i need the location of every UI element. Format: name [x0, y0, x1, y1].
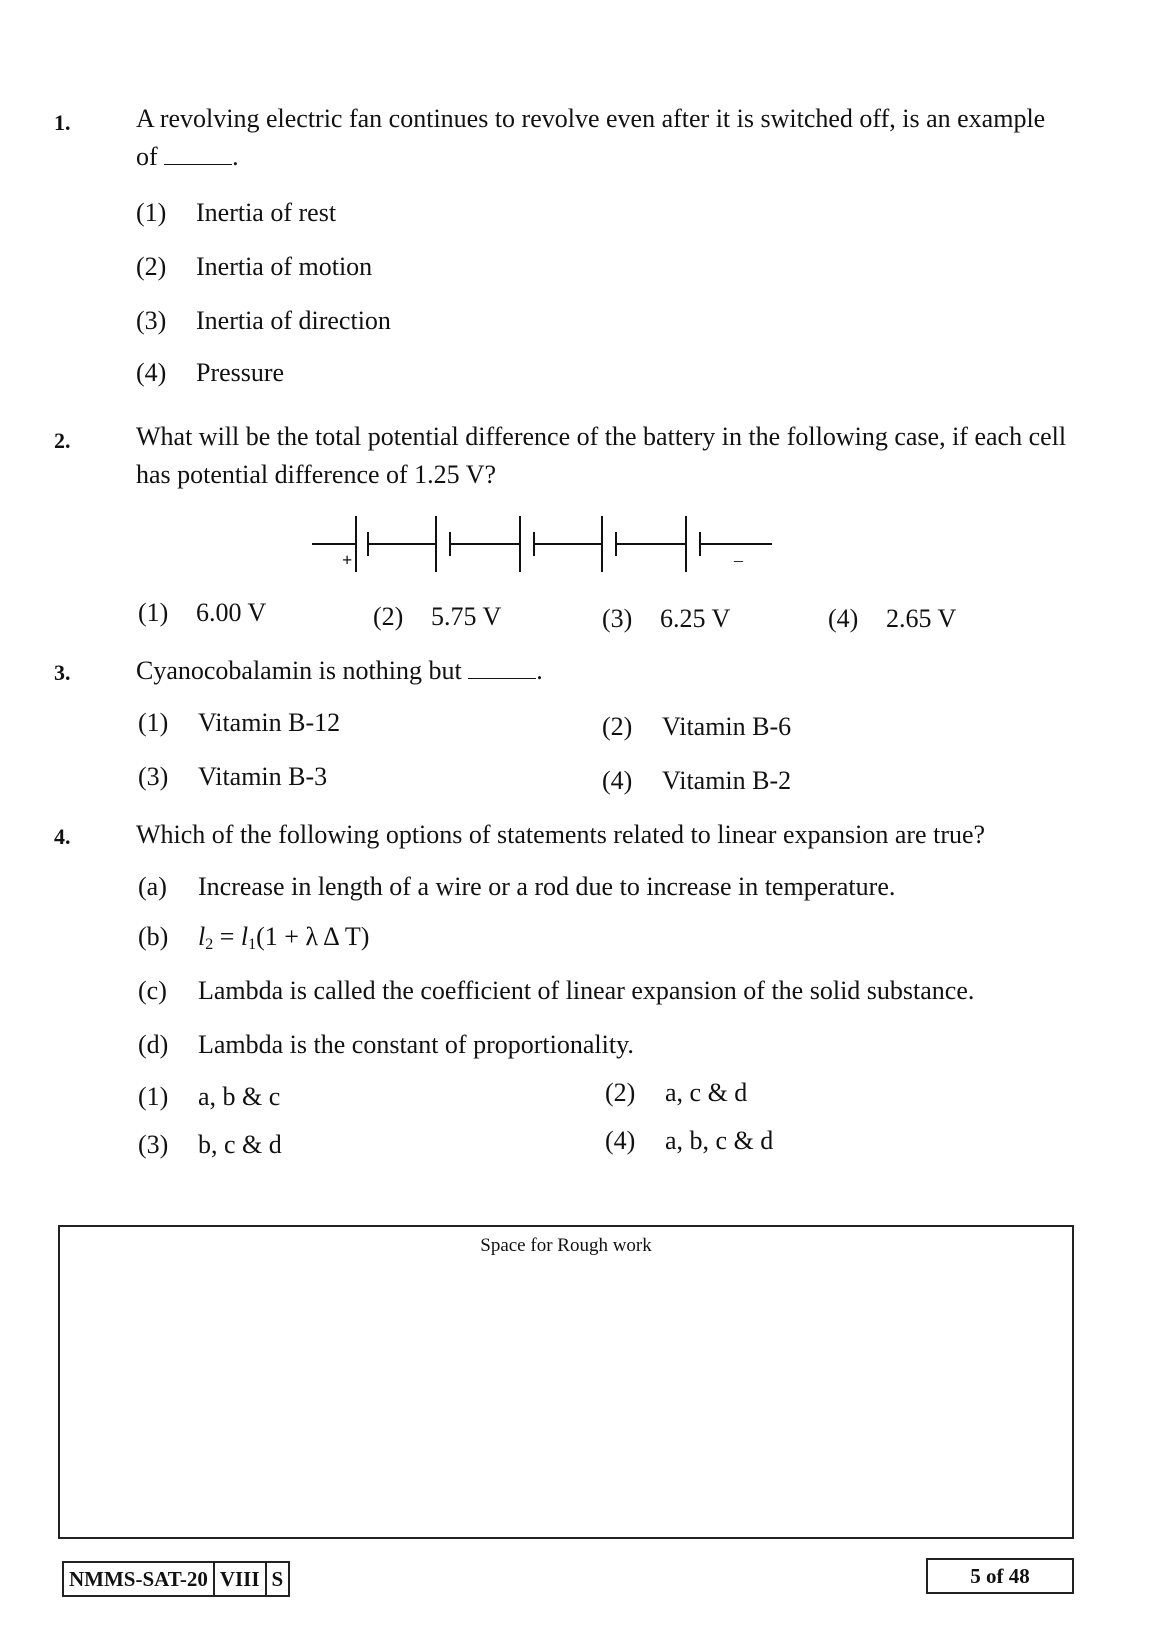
- option-number: (2): [136, 252, 167, 281]
- statement: [138, 1030, 634, 1060]
- option-number: (3): [602, 604, 633, 633]
- option-number: (4): [605, 1126, 636, 1155]
- formula-subscript: 2: [205, 936, 214, 953]
- question-text-part: A revolving electric fan continues to revolve even after it is switched off, is an example of: [136, 104, 1046, 171]
- statement-text: Lambda is called the coefficient of linear expansion of the solid substance.: [198, 976, 975, 1005]
- question-text-part: Cyanocobalamin is nothing but: [136, 656, 462, 685]
- question-number: 3.: [54, 660, 71, 685]
- statement-text: Lambda is the constant of proportionality.: [198, 1030, 634, 1059]
- option: [138, 1130, 282, 1160]
- option-text: Vitamin B-2: [662, 766, 792, 795]
- exam-code: NMMS-SAT-20: [69, 1566, 208, 1591]
- class-label: VIII: [213, 1563, 265, 1595]
- option-number: (2): [373, 602, 404, 631]
- question-text-end: .: [536, 656, 543, 685]
- positive-terminal-label: +: [342, 550, 353, 570]
- answer-blank: [468, 654, 536, 679]
- option: [138, 708, 340, 738]
- option-text: 5.75 V: [431, 602, 502, 631]
- option: [138, 598, 266, 628]
- option: [136, 198, 336, 228]
- option-text: Inertia of motion: [196, 252, 373, 281]
- question-text: [136, 100, 1071, 176]
- option-text: a, c & d: [665, 1078, 748, 1107]
- option: [136, 358, 284, 388]
- option-text: 2.65 V: [886, 604, 957, 633]
- question-number: 1.: [54, 110, 71, 135]
- option-number: (3): [138, 762, 169, 791]
- option-text: a, b & c: [198, 1082, 281, 1111]
- option: [602, 604, 730, 634]
- option-number: (4): [828, 604, 859, 633]
- option-text: Inertia of direction: [196, 306, 391, 335]
- statement-formula: [198, 922, 369, 951]
- option-number: (2): [602, 712, 633, 741]
- section-label: S: [265, 1563, 289, 1595]
- option-text: b, c & d: [198, 1130, 282, 1159]
- option: [136, 306, 391, 336]
- option-number: (4): [602, 766, 633, 795]
- question-text: Which of the following options of statements related to linear expansion are true?: [136, 820, 986, 849]
- option: [136, 252, 372, 282]
- statement: [138, 976, 974, 1006]
- answer-blank: [164, 140, 232, 165]
- question-number: 2.: [54, 428, 71, 453]
- option: [605, 1078, 747, 1108]
- option-number: (3): [136, 306, 167, 335]
- option-number: (1): [136, 198, 167, 227]
- question-number: 4.: [54, 824, 71, 849]
- statement: [138, 872, 895, 902]
- option-text: Pressure: [196, 358, 285, 387]
- option-number: (1): [138, 1082, 169, 1111]
- option-text: Vitamin B-6: [662, 712, 792, 741]
- option-text: Inertia of rest: [196, 198, 337, 227]
- option-text: Vitamin B-12: [198, 708, 341, 737]
- option-number: (2): [605, 1078, 636, 1107]
- question-text-end: .: [232, 142, 239, 171]
- option: [605, 1126, 773, 1156]
- statement-label: (d): [138, 1030, 169, 1059]
- statement: [138, 922, 369, 954]
- option: [138, 762, 327, 792]
- option: [138, 1082, 280, 1112]
- option-number: (4): [136, 358, 167, 387]
- formula-rest: (1 + λ Δ T): [256, 922, 370, 951]
- option-text: a, b, c & d: [665, 1126, 774, 1155]
- option-text: Vitamin B-3: [198, 762, 328, 791]
- option-text: 6.00 V: [196, 598, 267, 627]
- option: [828, 604, 956, 634]
- statement-text: Increase in length of a wire or a rod due to increase in temperature.: [198, 872, 896, 901]
- formula-var: l: [198, 922, 206, 951]
- negative-terminal-label: –: [734, 550, 743, 570]
- statement-label: (c): [138, 976, 167, 1005]
- statement-label: (a): [138, 872, 167, 901]
- statement-label: (b): [138, 922, 169, 951]
- option-number: (1): [138, 598, 169, 627]
- formula-var: l: [240, 922, 249, 951]
- question-text: [136, 652, 1071, 690]
- option-text: 6.25 V: [660, 604, 731, 633]
- option-number: (1): [138, 708, 169, 737]
- paper-code-box: [62, 1561, 290, 1597]
- option: [602, 712, 791, 742]
- battery-circuit-diagram: [310, 508, 780, 578]
- option-number: (3): [138, 1130, 169, 1159]
- formula-subscript: 1: [248, 936, 257, 953]
- option: [373, 602, 501, 632]
- formula-equals: =: [213, 922, 241, 951]
- question-text: What will be the total potential difference of the battery in the following case, if each cell has potential difference of 1.25 V?: [136, 422, 1067, 489]
- rough-work-label: Space for Rough work: [480, 1235, 652, 1256]
- page-number: 5 of 48: [926, 1558, 1074, 1594]
- option: [602, 766, 791, 796]
- rough-work-box: [58, 1225, 1074, 1539]
